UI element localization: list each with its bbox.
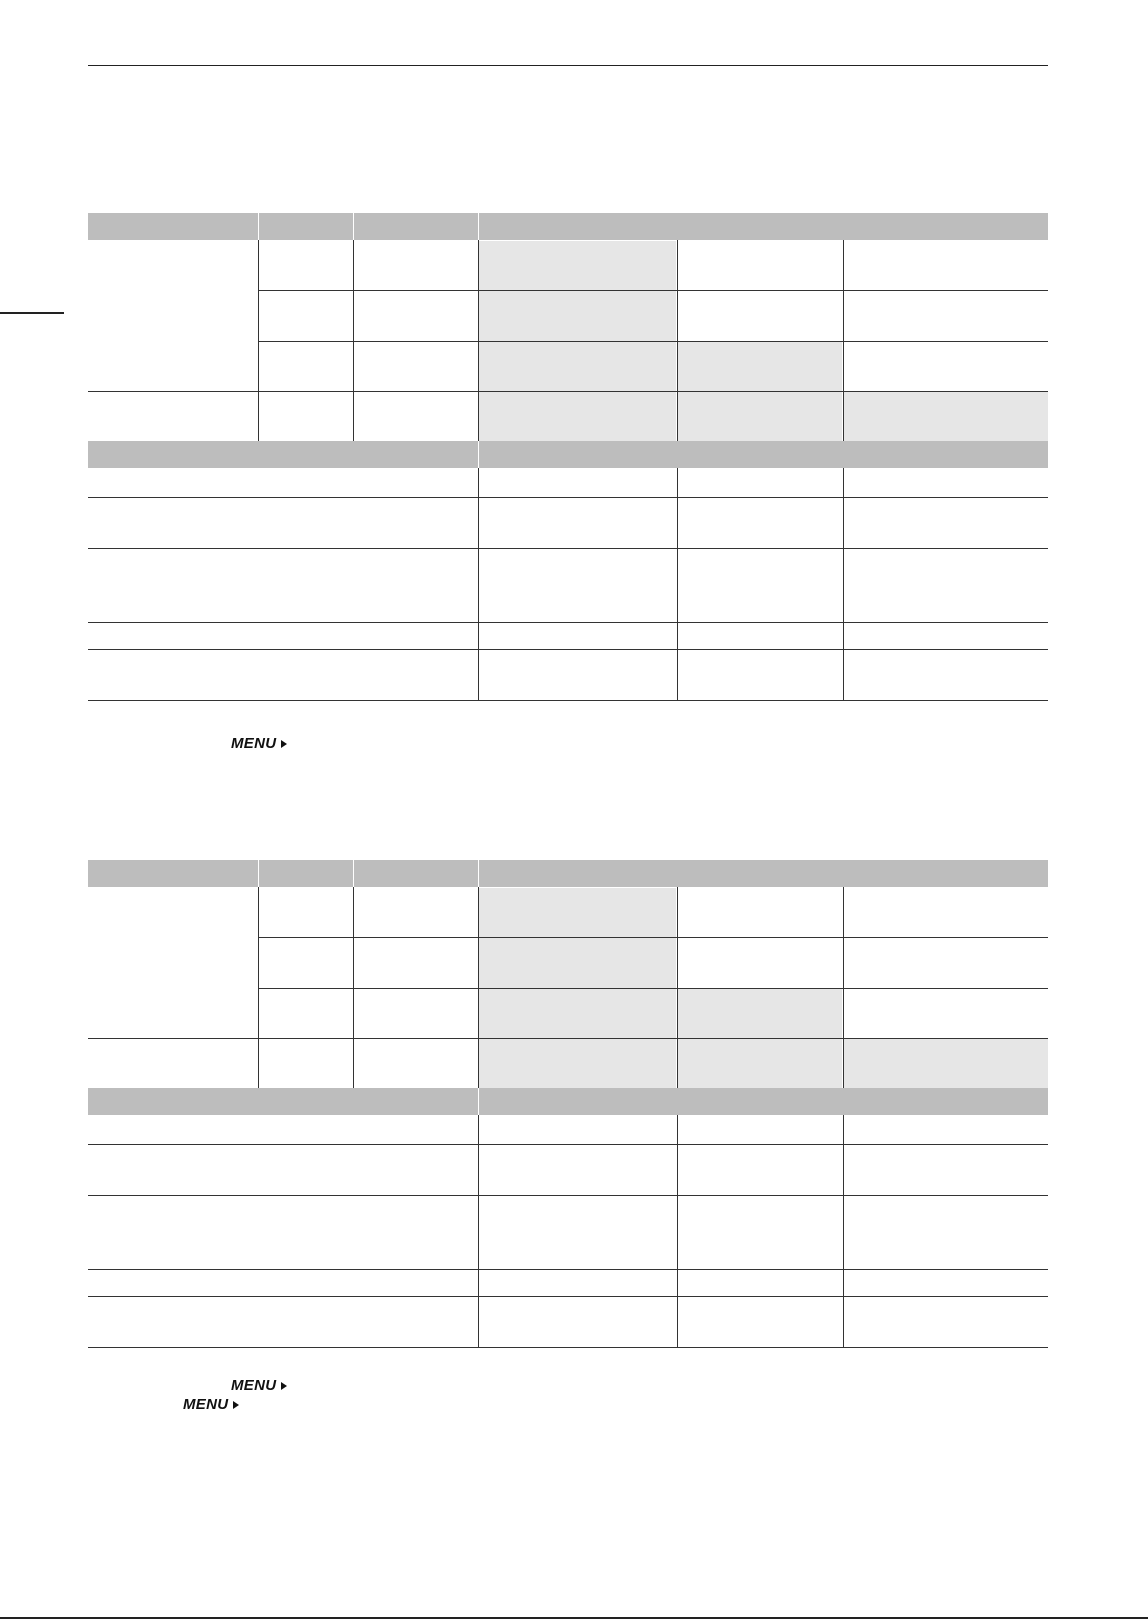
settings-table-1	[88, 213, 1048, 701]
menu-label: MENU	[231, 735, 277, 752]
right-triangle-icon	[281, 1382, 287, 1390]
shaded-cell	[678, 342, 842, 391]
table-header-row	[88, 213, 1048, 240]
table-subheader-row	[88, 441, 1048, 468]
menu-reference-note	[183, 1396, 239, 1413]
settings-table-2	[88, 860, 1048, 1348]
table-subheader-row	[88, 1088, 1048, 1115]
shaded-cell	[678, 989, 842, 1038]
shaded-cell	[479, 241, 676, 290]
shaded-cell	[844, 392, 1048, 441]
right-triangle-icon	[233, 1401, 239, 1409]
chapter-side-mark	[0, 312, 64, 314]
shaded-cell	[479, 291, 676, 341]
shaded-cell	[479, 888, 676, 937]
shaded-cell	[678, 1039, 842, 1088]
shaded-cell	[479, 1039, 676, 1088]
shaded-cell	[479, 938, 676, 988]
shaded-cell	[678, 392, 842, 441]
menu-label: MENU	[183, 1396, 229, 1413]
shaded-cell	[479, 342, 676, 391]
shaded-cell	[844, 1039, 1048, 1088]
shaded-cell	[479, 989, 676, 1038]
menu-reference-note	[231, 735, 287, 752]
menu-label: MENU	[231, 1377, 277, 1394]
shaded-cell	[479, 392, 676, 441]
right-triangle-icon	[281, 740, 287, 748]
menu-reference-note	[231, 1377, 287, 1394]
table-header-row	[88, 860, 1048, 887]
page-bottom-rule	[0, 1617, 1148, 1619]
page-top-rule	[88, 65, 1048, 66]
